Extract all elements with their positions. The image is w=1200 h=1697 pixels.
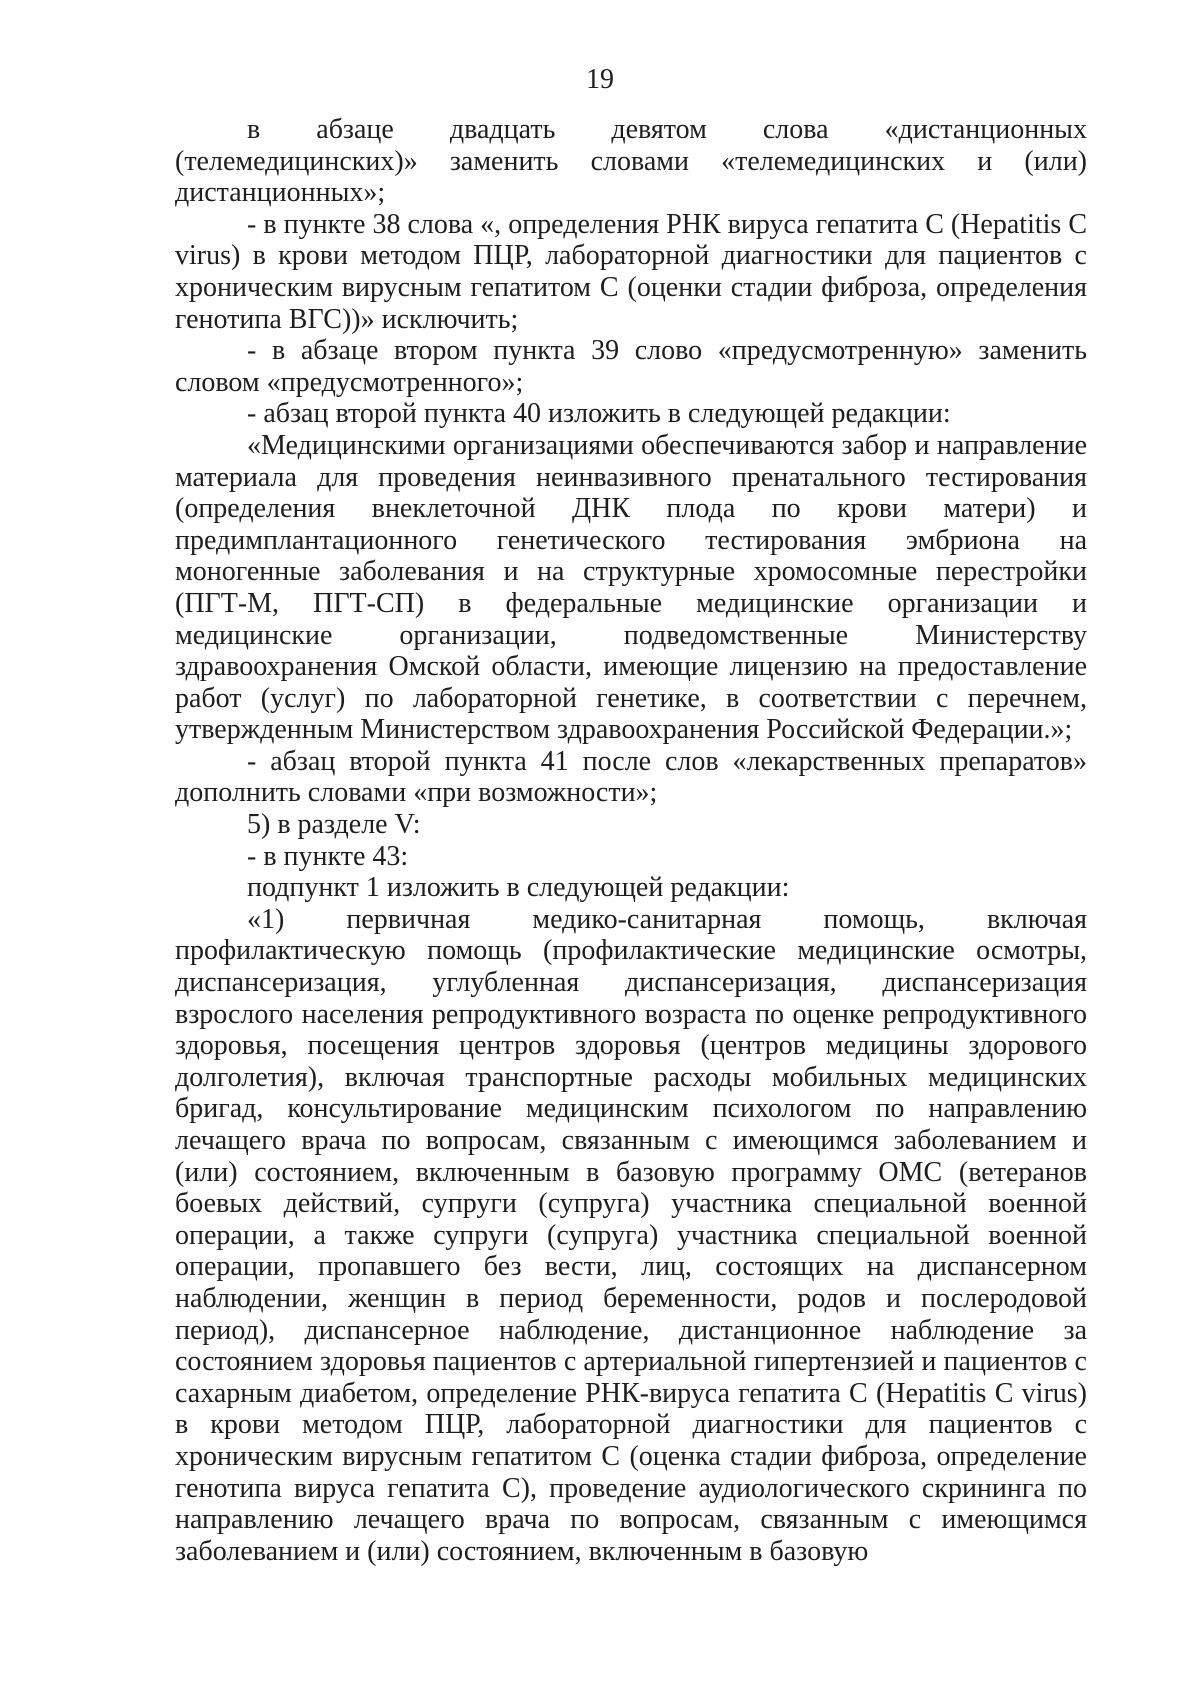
paragraph-7: 5) в разделе V: xyxy=(247,809,421,841)
paragraph-1: в абзаце двадцать девятом слова «дистанционных (телемедицинских)» заменить словами «телемедицинских и (или) дистанционных»; xyxy=(175,114,1087,209)
document-body xyxy=(175,114,1087,1567)
paragraph-10: «1) первичная медико-санитарная помощь, включая профилактическую помощь (профилактические медицинские осмотры, диспансеризация, углубленная диспансеризация, диспансеризация взрослого населения репродуктивного возраста по оценке репродуктивного здоровья, посещения центров здоровья (центров медицины здорового долголетия), включая транспортные расходы мобильных медицинских бригад, консультирование медицинским психологом по направлению лечащего врача по вопросам, связанным с имеющимся заболеванием и (или) состоянием, включенным в базовую программу ОМС (ветеранов боевых действий, супруги (супруга) участника специальной военной операции, а также супруги (супруга) участника специальной военной операции, пропавшего без вести, лиц, состоящих на диспансерном наблюдении, женщин в период беременности, родов и послеродовой период), диспансерное наблюдение, дистанционное наблюдение за состоянием здоровья пациентов с артериальной гипертензией и пациентов с сахарным диабетом, определение РНК-вируса гепатита С (Hepatitis С virus) в крови методом ПЦР, лабораторной диагностики для пациентов с хроническим вирусным гепатитом С (оценка стадии фиброза, определение генотипа вируса гепатита С), проведение аудиологического скрининга по направлению лечащего врача по вопросам, связанным с имеющимся заболеванием и (или) состоянием, включенным в базовую xyxy=(175,903,1087,1567)
paragraph-8: - в пункте 43: xyxy=(247,840,409,872)
paragraph-6: - абзац второй пункта 41 после слов «лекарственных препаратов» дополнить словами «при возможности»; xyxy=(175,745,1087,809)
page-number: 19 xyxy=(586,64,614,95)
paragraph-2: - в пункте 38 слова «, определения РНК вируса гепатита С (Hepatitis С virus) в крови методом ПЦР, лабораторной диагностики для пациентов с хроническим вирусным гепатитом С (оценки стадии фиброза, определения генотипа ВГС))» исключить; xyxy=(175,208,1087,335)
paragraph-5: «Медицинскими организациями обеспечиваются забор и направление материала для проведения неинвазивного пренатального тестирования (определения внеклеточной ДНК плода по крови матери) и предимплантационного генетического тестирования эмбриона на моногенные заболевания и на структурные хромосомные перестройки (ПГТ-М, ПГТ-СП) в федеральные медицинские организации и медицинские организации, подведомственные Министерству здравоохранения Омской области, имеющие лицензию на предоставление работ (услуг) по лабораторной генетике, в соответствии с перечнем, утвержденным Министерством здравоохранения Российской Федерации.»; xyxy=(175,429,1087,746)
paragraph-9: подпункт 1 изложить в следующей редакции: xyxy=(247,872,790,904)
paragraph-4: - абзац второй пункта 40 изложить в следующей редакции: xyxy=(247,398,951,430)
paragraph-3: - в абзаце втором пункта 39 слово «предусмотренную» заменить словом «предусмотренного»; xyxy=(175,335,1087,398)
